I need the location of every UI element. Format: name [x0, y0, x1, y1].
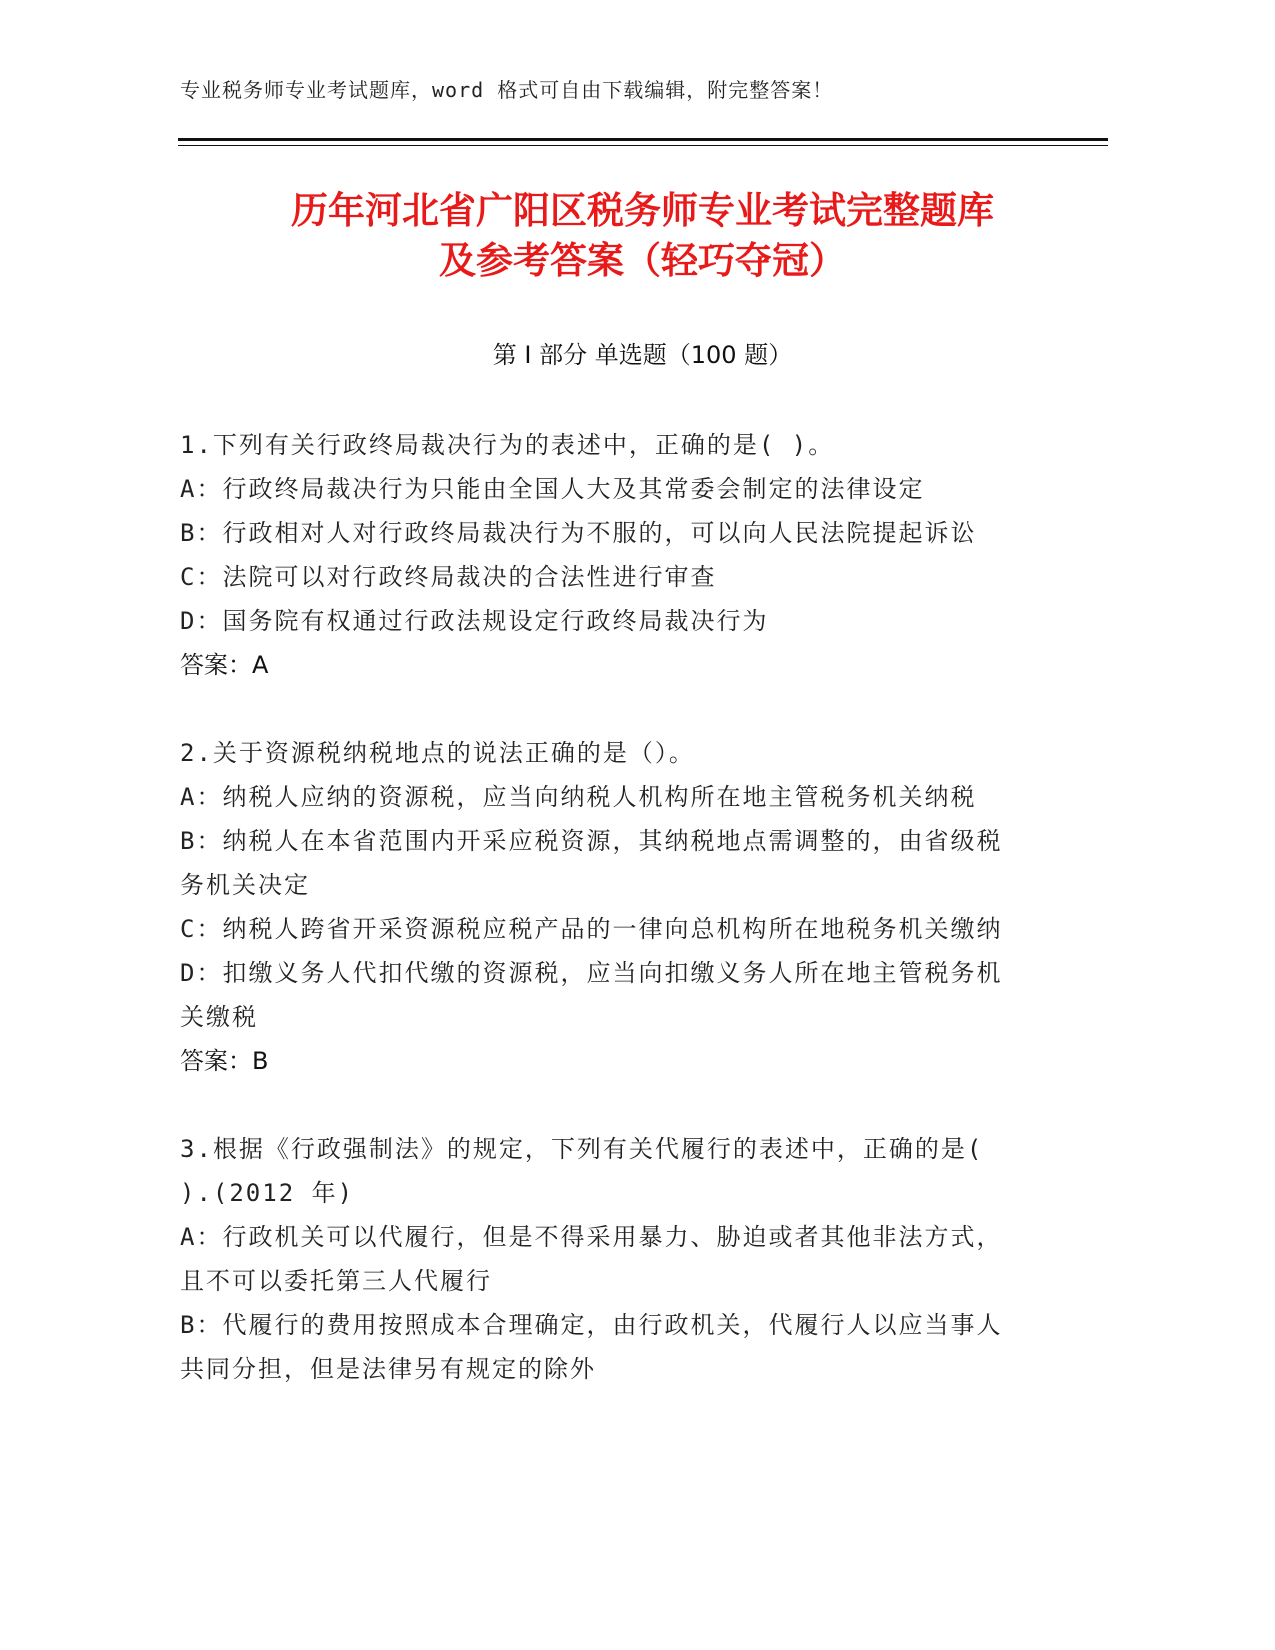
document-title-line-2: 及参考答案（轻巧夺冠） — [439, 239, 846, 282]
option-c: C：纳税人跨省开采资源税应税产品的一律向总机构所在地税务机关缴纳 — [180, 915, 1003, 943]
header-note: 专业税务师专业考试题库，word 格式可自由下载编辑，附完整答案！ — [180, 78, 834, 102]
option-b: B：纳税人在本省范围内开采应税资源，其纳税地点需调整的，由省级税务机关决定 — [180, 827, 1003, 899]
option-a: A：行政机关可以代履行，但是不得采用暴力、胁迫或者其他非法方式，且不可以委托第三人代履行 — [180, 1223, 1003, 1295]
option-a: A：行政终局裁决行为只能由全国人大及其常委会制定的法律设定 — [180, 475, 925, 503]
question-text: 2.关于资源税纳税地点的说法正确的是（）。 — [180, 739, 695, 767]
option-d: D：国务院有权通过行政法规设定行政终局裁决行为 — [180, 607, 769, 635]
header-rule-thin — [178, 145, 1108, 146]
question-text: 1.下列有关行政终局裁决行为的表述中，正确的是( )。 — [180, 431, 835, 459]
option-d: D：扣缴义务人代扣代缴的资源税，应当向扣缴义务人所在地主管税务机关缴税 — [180, 959, 1003, 1031]
option-b: B：行政相对人对行政终局裁决行为不服的，可以向人民法院提起诉讼 — [180, 519, 977, 547]
option-a: A：纳税人应纳的资源税，应当向纳税人机构所在地主管税务机关纳税 — [180, 783, 977, 811]
question-text: 3.根据《行政强制法》的规定，下列有关代履行的表述中，正确的是( ).(2012 年) — [180, 1135, 984, 1207]
option-c: C：法院可以对行政终局裁决的合法性进行审查 — [180, 563, 717, 591]
document-title — [180, 186, 1105, 286]
header-rule-thick — [178, 138, 1108, 141]
question-3 — [180, 1127, 1025, 1391]
option-b: B：代履行的费用按照成本合理确定，由行政机关，代履行人以应当事人共同分担，但是法律另有规定的除外 — [180, 1311, 1003, 1383]
answer: 答案：B — [180, 1047, 269, 1075]
question-list — [180, 423, 1025, 1435]
question-2 — [180, 731, 1025, 1083]
document-title-line-1: 历年河北省广阳区税务师专业考试完整题库 — [291, 189, 994, 232]
answer: 答案：A — [180, 651, 269, 679]
question-1 — [180, 423, 1025, 687]
section-title: 第 I 部分 单选题（100 题） — [492, 341, 793, 369]
